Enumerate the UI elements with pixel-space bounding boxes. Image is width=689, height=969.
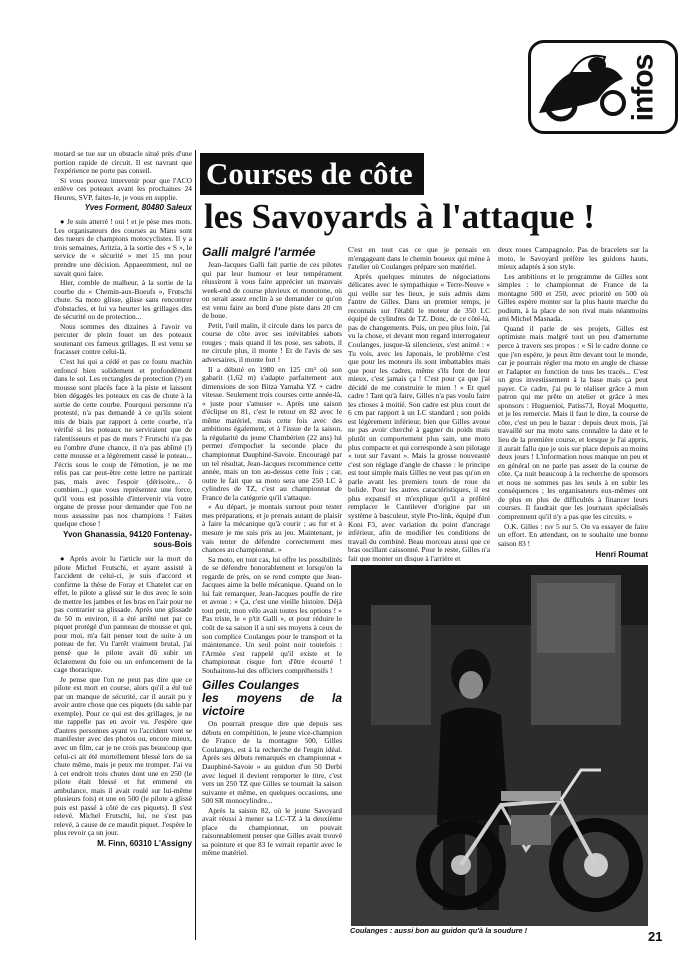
article-paragraph: Après la saison 82, où le jeune Savoyard avait réussi à mener sa LC-TZ à la deuxième place du championnat, on pouvait raisonnablement penser que Gilles avait trouvé sa pointure et que 83 le verrait repartir avec le même matériel. [202,805,342,858]
letter2-text: C'est lui qui a cédé et pas ce foutu machin enfoncé bien solidement et profondément dans le sol. Les rectangles de protection (?) en mousse sont placés face à la piste et laissent bien dégagés les poteaux en cas de chute à la sortie de cette courbe. Pourquoi personne n'a protesté, n'a pas demandé à ce qu'ils soient mis de biais par rapport à cette courbe, n'a vérifié si les poteaux ne serviraient que de ralentisseurs et pas de murs ? Frutschi n'a pas eu l'ombre d'une chance, il n'a pas abîmé (!) cette mousse et a légèrement cassé le poteau... J'écris sous le coup de l'émotion, je ne me relis pas car peut-être cette lettre ne partirait pas, mais avec l'espoir (dérisoire... ô combien...) que vous représentez une force, qu'il vous est possible d'intervenir via votre organe de presse pour demander que l'on ne nous assassine pas nos champions ! Faites quelque chose ! [54,357,192,529]
article-paragraph: Sa moto, en tout cas, lui offre les possibilités de se défendre honorablement et lorsqu'on la regarde de près, on se rend compte que Jean-Jacques aime la belle mécanique. Quand on le lui fait remarquer, Jean-Jacques pouffe de rire et avoue : « Ça, c'est une vieille histoire. Déjà tout petit, mon vélo avait toutes les options ! » Pas triste, le « p'tit Galli », et pour réduire le coût de sa saison il a uni ses moyens à ceux de son complice Coulanges pour le transport et la maintenance. Un seul point noir toutefois : l'Armée s'est rappelé qu'il existe et le championnat risque fort d'être écourté ! Souhaitons-lui des officiers compréhensifs ! [202,554,342,675]
article-signature: Henri Roumat [595,550,648,560]
article-paragraph: Les ambitions et le programme de Gilles sont simples : le championnat de France de la montagne 500 et 250, avec priorité en 500 où Gilles espère monter sur la plus haute marche du podium, à la place de son rival mais néanmoins ami Michel Masnada. [498,271,648,324]
photo-illustration [351,565,648,926]
article-paragraph: « Au départ, je montais surtout pour tester mes préparations, et je prenais autant de plaisir à faire la mécanique qu'à courir ; au fur et à mesure je me suis pris au jeu. Maintenant, je vais tenter de défendre correctement mes chances au championnat. » [202,502,342,555]
letter3-signature: M. Finn, 60310 L'Assigny [97,839,192,849]
article-paragraph: Après quelques minutes de négociations délicates avec le sympathique « Terre-Neuve » qui veille sur les lieux, je suis admis dans l'antre de Gilles. Dans un premier temps, je reconnais sur l'établi le moteur de 350 LC équipé de cylindres de TZ. Donc, de ce côté-là, pas de changements. Puis, un peu plus loin, j'ai vu la chose, et devant mon regard interrogateur Coulanges, jusque-là silencieux, s'est animé : « Tu vois, avec les Japonais, le problème c'est que pour les moteurs ils sont imbattables mais que pour les cadres, même s'ils font de leur mieux, c'est jamais ça ! C'est pour ça que j'ai décidé de me construire le mien ! » Et quel cadre ! Tant qu'à faire, Gilles n'a pas voulu faire les choses à moitié. Son cadre est plus court de 6 cm par rapport à un LC standard ; son poids est légèrement inférieur, bien que Gilles avoue ne pas avoir cherché à gagner du poids mais plutôt un comportement plus sain, une moto plus compacte et qui corresponde à son pilotage « tout sur l'avant ». Mais la grosse nouveauté c'est son réglage d'angle de chasse : le principe est tout simple mais Gilles ne veut pas qu'on en parle avant les premiers tours de roue du bolide. Pour les autres caractéristiques, il est plus expansif et m'explique qu'il a préféré remplacer le Cantilever d'origine par un système à basculeur, style Pro-link, équipé d'un Koni F3, avec variation du point d'ancrage inférieur, afin de modifier les conditions de travail du combiné. Beau morceau aussi que ce bras oscillant caissonné. Pour le reste, Gilles n'a fait que monter un disque à l'arrière et [348,271,490,562]
subhead-galli: Galli malgré l'armée [202,246,316,259]
letter1-signature: Yves Forment, 80480 Saleux [84,203,192,213]
article-paragraph: Petit, l'œil malin, il circule dans les parcs de course de côte avec ses inévitables sabots rouges ; mais quand il les pose, ses sabots, il ne circule plus, il monte ! Et de l'avis de ses adversaires, il monte fort ! [202,320,342,365]
letter2-signature: Yvon Ghanassia, 94120 Fontenay-sous-Bois [63,529,192,549]
article-paragraph: deux roues Campagnolo. Pas de bracelets sur la moto, le Savoyard préfère les guidons hauts, mieux adaptés à son style. [498,246,648,272]
article-paragraph: Jean-Jacques Galli fait partie de ces pilotes qui par leur humour et leur tempérament réussiront à vous faire apprécier un mauvais week-end de course pluvieux et monotone, où on serait assez enclin à se demander ce qu'on est venu faire au bord d'une piste dans 20 cm de boue. [202,260,342,321]
infos-logo [528,40,678,134]
letters-column [54,150,192,940]
letter1-text: motard se tue sur un obstacle situé près d'une portion rapide de circuit. Il est navrant que l'expérience ne porte pas conseil. [54,150,192,176]
infos-logo-text: infos [626,54,660,122]
letter2-text: Hier, comble de malheur, à la sortie de la courbe du « Chemin-aux-Boeufs », Frutschi chute. Sa moto glisse, glisse sans rencontrer d'obstacles, et lui va heurter les grillages dits de sécurité ou de protection... [54,278,192,322]
article-headline: les Savoyards à l'attaque ! [204,197,595,236]
column-divider [195,150,196,940]
article-kicker: Courses de côte [206,156,413,191]
photo-caption: Coulanges : aussi bon au guidon qu'à la soudure ! [350,926,528,935]
article-photo [351,565,648,926]
subhead-coulanges-2: les moyens de la victoire [202,691,342,719]
letter1-text: Si vous pouvez intervenir pour que l'ACO enlève ces poteaux avant les prochaines 24 Heures, SVP, faites-le, je vous en supplie. [54,175,192,202]
article-paragraph: Il a débuté en 1980 en 125 cm³ où son gabarit (1,62 m) s'adapte parfaitement aux dimensions de son Bitza Yamaha YZ + cadre vitesse. Seulement trois courses cette année-là, « juste pour s'amuser ». Après une saison d'éclipse en 81, c'est le retour en 82 avec le même matériel, mais cette fois avec des ambitions également, et à l'issue de la saison, la régularité du jeune Chambérien (22 ans) lui permet d'empocher la seconde place du championnat Dauphiné-Savoie. Encouragé par un tel résultat, Jean-Jacques recommence cette année, mais un ton au-dessus cette fois ; car, outre le fait que sa moto sera une 250 LC à cylindres de TZ, c'est au championnat de France de la catégorie qu'il s'attaque. [202,364,342,502]
letter2-text: Nous sommes des dizaines à l'avoir vu percuter de plein fouet un des poteaux soutenant ces fameux grillages. Il est venu se fracasser contre celui-là. [54,321,192,357]
article-column-3 [498,246,648,562]
article-column-1 [202,246,342,940]
article-paragraph: O.K. Gilles : rsv 5 sur 5. On va essayer de faire un effort. En attendant, on te souhaite une bonne saison 83 ! [498,521,648,548]
subhead-coulanges: Gilles Coulanges [202,678,300,693]
letter2-text: ● Je suis atterré ! oui ! et je pèse mes mots. Les organisateurs des courses au Mans sont des tueurs de champions motocyclistes. Il y a trois semaines, Aritzia, à la sortie des « S », le service de « sécurité » met 15 mn pour prendre une décision. Appaeemment, nul ne savait quoi faire. [54,217,192,278]
article-column-2 [348,246,490,562]
article-paragraph: On pourrait presque dire que depuis ses débuts en compétition, le jeune vice-champion de France de la montagne 500, Gilles Coulanges, est à la recherche de l'engin idéal. Après ses débuts remarqués en championnat « Dauphiné-Savoie » au guidon d'un 50 Derbi avec lequel il devient remporter le titre, c'est vers un 250 TZ que Gilles se tournait la saison suivante et même, en quelques occasions, une 500 SR monocylindre... [202,719,342,806]
article-paragraph: Quand il parle de ses projets, Gilles est optimiste mais malgré tout un peu d'amertume perce à travers ses propos : « Si le cadre donne ce que j'en espère, je peux être devant tout le monde, car je pourrais régler ma moto en angle de chasse et l'adapter en fonction de tous les tracés... C'est un gros investissement à la base mais ça peut payer. Ce cadre, j'ai pu le réaliser grâce à mon patron qui me prête un atelier et grâce à mes sponsors : Huguenioi, Patiss73, Royal Moquette, et je les remercie. Mais il faut le dire, la course de côte, c'est un peu le bazar : depuis deux mois, j'ai travaillé sur ma moto sans connaître la date et le lieu de la première course, et lorsque je l'ai appris, il aurait fallu que je sois sur place depuis au moins deux jours ! L'information nous manque un peu et en général on ne parle pas assez de la course de côte. Ça nuit beaucoup à la recherche de sponsors et nous ne sommes pas les seuls à en subir les conséquences ; les organisateurs eux-mêmes ont de plus en plus de difficultés à financer leurs courses. Il faudrait que les journaux spécialisés comprennent qu'il n'y a pas que les circuits. » [498,323,648,521]
letter3-text: ● Après avoir lu l'article sur la mort du pilote Michel Frutschi, et ayant assisté à l'accident de celui-ci, je suis d'accord et confirme la thèse de Foray et Chatelet car en effet, le pilote a glissé sur le dos avec le soin de mettre les jambes et les bras en l'air pour ne pas contrarier sa glissade. Après une glissade de 50 m environ, il a été arrêté net par ce piquet protégé d'un panneau de mousse et qui, pour moi, m'a fait penser tout de suite à un poteau de fer. Vu l'arrêt vraiment brutal, j'ai pensé que le pilote avait dû subir un éclatement du foie ou un enfoncement de la cage thoracique. [54,553,192,675]
article-paragraph: C'est en tout cas ce que je pensais en m'engageant dans le chemin boueux qui mène à l'atelier où Coulanges prépare son matériel. [348,246,490,272]
letter3-text: Je pense que l'on ne peut pas dire que ce pilote est mort en course, alors qu'il a été tué par un manque de sécurité, car il aurait pu y avoir autre chose que ces piquets (du sable par exemple). Pour ce qui est des grillages, je ne me rappelle pas en avoir vu. J'espère que d'autres personnes ayant vu l'accident vont se manifester avec des photos ou, encore mieux, avec un film, car je ne crois pas beaucoup que celui-ci ait été mortellement blessé lors de sa chute même, mais je peux me tromper. J'ai vu à cet endroit trois chutes dont une en 250 (le pilote était blessé et fut emmené en ambulance, mais il avait roulé sur lui-même plusieurs fois) et une en 500 (le pilote a glissé puis est passé à côté de ces piquets). Il s'est relevé. Michel Frutschi, lui, ne s'est pas relevé, à cause de ce maudit piquet. J'espère le plus revoir ça un jour. [54,674,192,838]
page-number: 21 [648,929,663,944]
